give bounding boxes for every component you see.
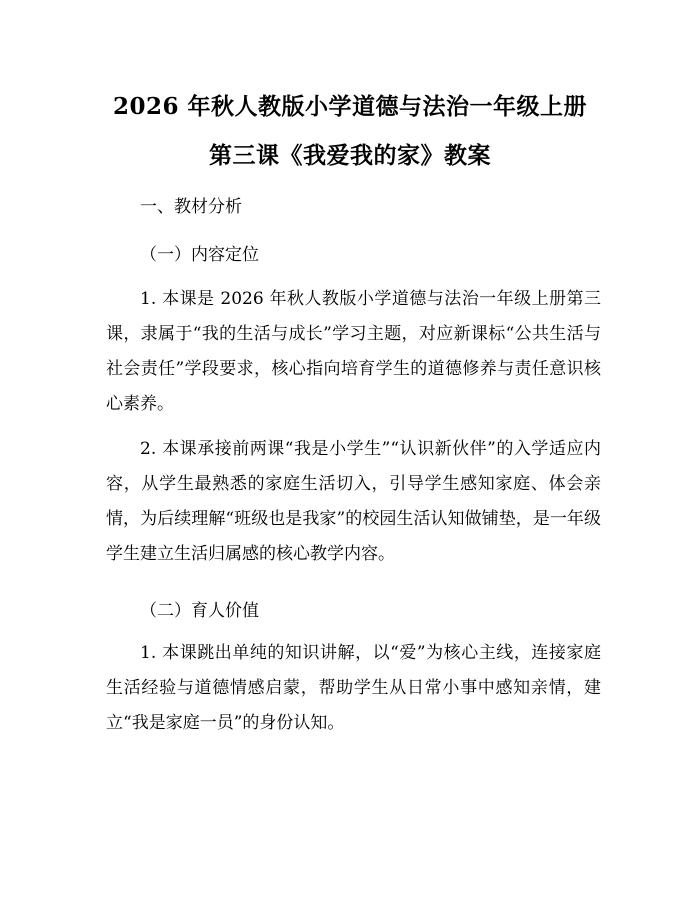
subsection-heading-educational-value: （二）育人价值 bbox=[140, 601, 259, 621]
subsection-heading-content-positioning: （一）内容定位 bbox=[140, 245, 259, 265]
document-title-line2: 第三课《我爱我的家》教案 bbox=[209, 142, 491, 169]
paragraph-content-positioning-1: 1. 本课是 2026 年秋人教版小学道德与法治一年级上册第三课，隶属于“我的生活与成长”学习主题，对应新课标“公共生活与社会责任”学段要求，核心指向培育学生的道德修养与责任意识核心素养。 bbox=[106, 289, 601, 414]
paragraph-educational-value-1: 1. 本课跳出单纯的知识讲解，以“爱”为核心主线，连接家庭生活经验与道德情感启蒙，帮助学生从日常小事中感知亲情，建立“我是家庭一员”的身份认知。 bbox=[106, 643, 601, 733]
paragraph-content-positioning-2: 2. 本课承接前两课“我是小学生”“认识新伙伴”的入学适应内容，从学生最熟悉的家庭生活切入，引导学生感知家庭、体会亲情，为后续理解“班级也是我家”的校园生活认知做铺垫，是一年级学生建立生活归属感的核心教学内容。 bbox=[106, 439, 601, 564]
section-heading-textbook-analysis: 一、教材分析 bbox=[140, 197, 242, 217]
document-title-line1: 2026 年秋人教版小学道德与法治一年级上册 bbox=[112, 93, 588, 120]
